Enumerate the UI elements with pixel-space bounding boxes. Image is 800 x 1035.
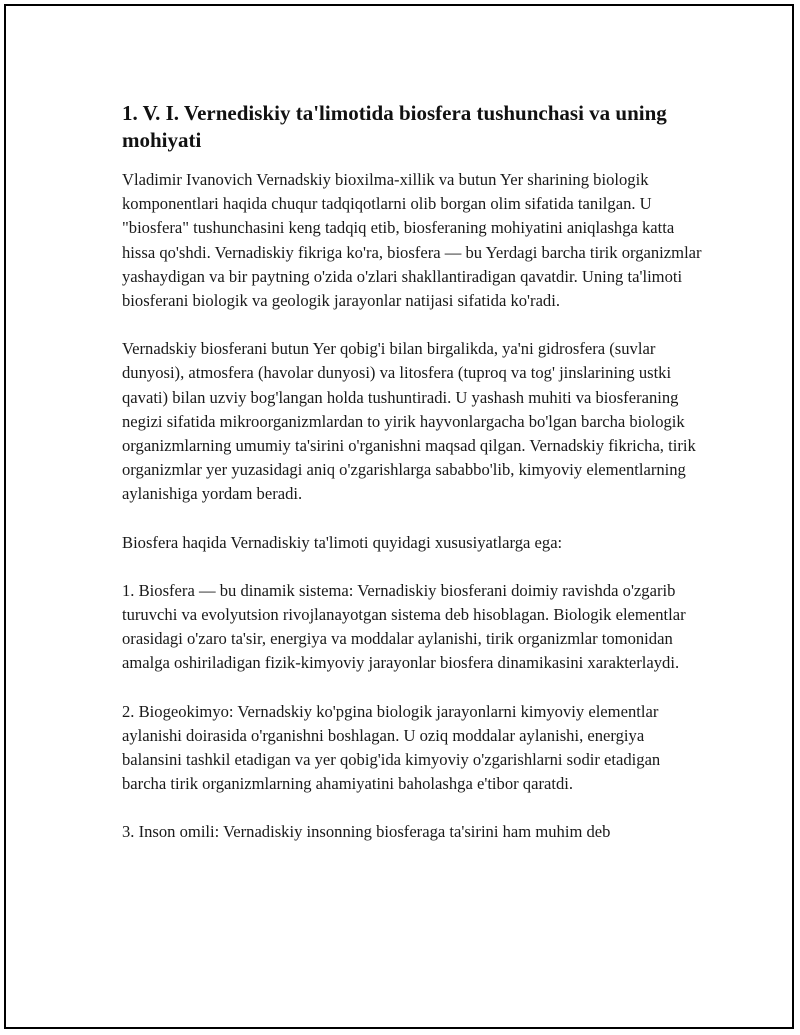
paragraph-point-1: 1. Biosfera — bu dinamik sistema: Vernadiskiy biosferani doimiy ravishda o'zgarib turuvchi va evolyutsion rivojlanayotgan sistema deb hisoblagan. Biologik elementlar orasidagi o'zaro ta'sir, energiya va moddalar aylanishi, tirik organizmlar tomonidan amalga oshiriladigan fizik-kimyoviy jarayonlar biosfera dinamikasini xarakterlaydi. xyxy=(122,580,686,673)
paragraph-earth-shells: Vernadskiy biosferani butun Yer qobig'i bilan birgalikda, ya'ni gidrosfera (suvlar dunyosi), atmosfera (havolar dunyosi) va litosfera (tuproq va tog' jinslarining ustki qavati) bilan uzviy bog'langan holda tushuntiradi. U yashash muhiti va biosferaning negizi sifatida mikroorganizmlardan to yirik hayvonlargacha bo'lgan barcha biologik organizmlarning umumiy ta'sirini o'rganishni maqsad qilgan. Vernadskiy fikricha, tirik organizmlar yer yuzasidagi aniq o'zgarishlarga sababbo'lib, kimyoviy elementlarning aylanishiga yordam beradi. xyxy=(122,339,696,504)
paragraph-intro: Vladimir Ivanovich Vernadskiy bioxilma-xillik va butun Yer sharining biologik komponentlari haqida chuqur tadqiqotlarni olib borgan olim sifatida tanilgan. U "biosfera" tushunchasini keng tadqiq etib, biosferaning mohiyatini aniqlashga katta hissa qo'shdi. Vernadiskiy fikriga ko'ra, biosfera — bu Yerdagi barcha tirik organizmlar yashaydigan va bir paytning o'zida o'zlari shakllantiradigan qavatdir. Uning ta'limoti biosferani biologik va geologik jarayonlar natijasi sifatida ko'radi. xyxy=(122,170,702,311)
paragraph-point-3: 3. Inson omili: Vernadiskiy insonning biosferaga ta'sirini ham muhim deb xyxy=(122,822,611,842)
document-body xyxy=(122,100,702,869)
document-title: 1. V. I. Vernediskiy ta'limotida biosfera tushunchasi va uning mohiyati xyxy=(122,101,667,152)
paragraph-features-lead: Biosfera haqida Vernadiskiy ta'limoti quyidagi xususiyatlarga ega: xyxy=(122,532,563,552)
paragraph-point-2: 2. Biogeokimyo: Vernadskiy ko'pgina biologik jarayonlarni kimyoviy elementlar aylanishi doirasida o'rganishni boshlagan. U oziq moddalar aylanishi, energiya balansini tashkil etadigan va yer qobig'ida kimyoviy o'zgarishlarni sodir etadigan barcha tirik organizmlarning ahamiyatini baholashga e'tibor qaratdi. xyxy=(122,701,661,794)
page-frame xyxy=(4,4,794,1029)
